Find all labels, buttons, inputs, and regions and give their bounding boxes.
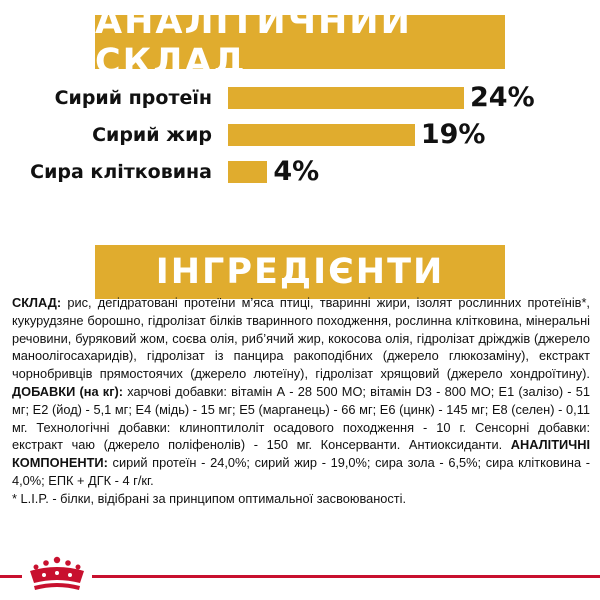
nutrient-label: Сирий жир bbox=[92, 124, 212, 146]
additives-label: ДОБАВКИ (на кг): bbox=[12, 383, 124, 399]
nutrient-value: 4% bbox=[273, 156, 320, 187]
nutrient-bar bbox=[228, 161, 267, 183]
analysis-header bbox=[95, 2, 505, 82]
nutrient-row-fat bbox=[0, 120, 600, 150]
ingredients-title: ІНГРЕДІЄНТИ bbox=[155, 252, 445, 292]
nutrient-row-fiber bbox=[0, 157, 600, 187]
ingredients-text bbox=[12, 294, 590, 508]
footnote: * L.I.P. - білки, відібрані за принципом оптимальної засвоюваності. bbox=[12, 490, 407, 506]
components-text: сирий протеїн - 24,0%; сирий жир - 19,0%; сира зола - 6,5%; сира клітковина - 4,0%; ЕПК + ДГК - 4 г/кг. bbox=[12, 455, 590, 488]
nutrient-value: 24% bbox=[470, 82, 535, 113]
components-label: АНАЛІТИЧНІ КОМПОНЕНТИ: bbox=[12, 437, 590, 471]
nutrient-value: 19% bbox=[420, 119, 486, 150]
composition-text: рис, дегідратовані протеїни м’яса птиці, тваринні жири, ізолят рослинних протеїнів*, кукурудзяне борошно, гідролізат білків тваринного походження, рослинна клітковина, мінеральні речовини, буряковий жом, соєва олія, риб’ячий жир, кокосова олія, гідролізат дріжджів (джерело маноолігосахаридів), гідролізат із панцира ракоподібних (джерело глюкозаміну), екстракт чорнобривців прямостоячих (джерело лютеїну), гідролізат хрящовий (джерело хондроїтину). bbox=[12, 295, 590, 382]
additives-text: харчові добавки: вітамін А - 28 500 МО; вітамін D3 - 800 МО; Е1 (залізо) - 51 мг; Е2 (йод) - 5,1 мг; Е4 (мідь) - 15 мг; Е5 (марганець) - 66 мг; Е6 (цинк) - 145 мг; Е8 (селен) - 0,11 мг. Технологічні добавки: клинoптилоліт осадового походження - 10 г. Сенсорні добавки: екстракт чаю (джерело поліфенолів) - 150 мг. Консерванти. Антиоксиданти. bbox=[12, 383, 590, 453]
nutrient-bar bbox=[228, 87, 464, 109]
analysis-title: АНАЛІТИЧНИЙ СКЛАД bbox=[95, 2, 412, 82]
nutrient-label: Сира клітковина bbox=[30, 161, 212, 183]
nutrient-row-protein bbox=[0, 83, 600, 113]
nutrient-label: Сирий протеїн bbox=[54, 87, 212, 109]
royal-canin-crown-icon bbox=[22, 553, 92, 595]
composition-label: СКЛАД: bbox=[12, 295, 62, 310]
nutrient-bar bbox=[228, 124, 415, 146]
ingredients-header bbox=[95, 245, 505, 299]
